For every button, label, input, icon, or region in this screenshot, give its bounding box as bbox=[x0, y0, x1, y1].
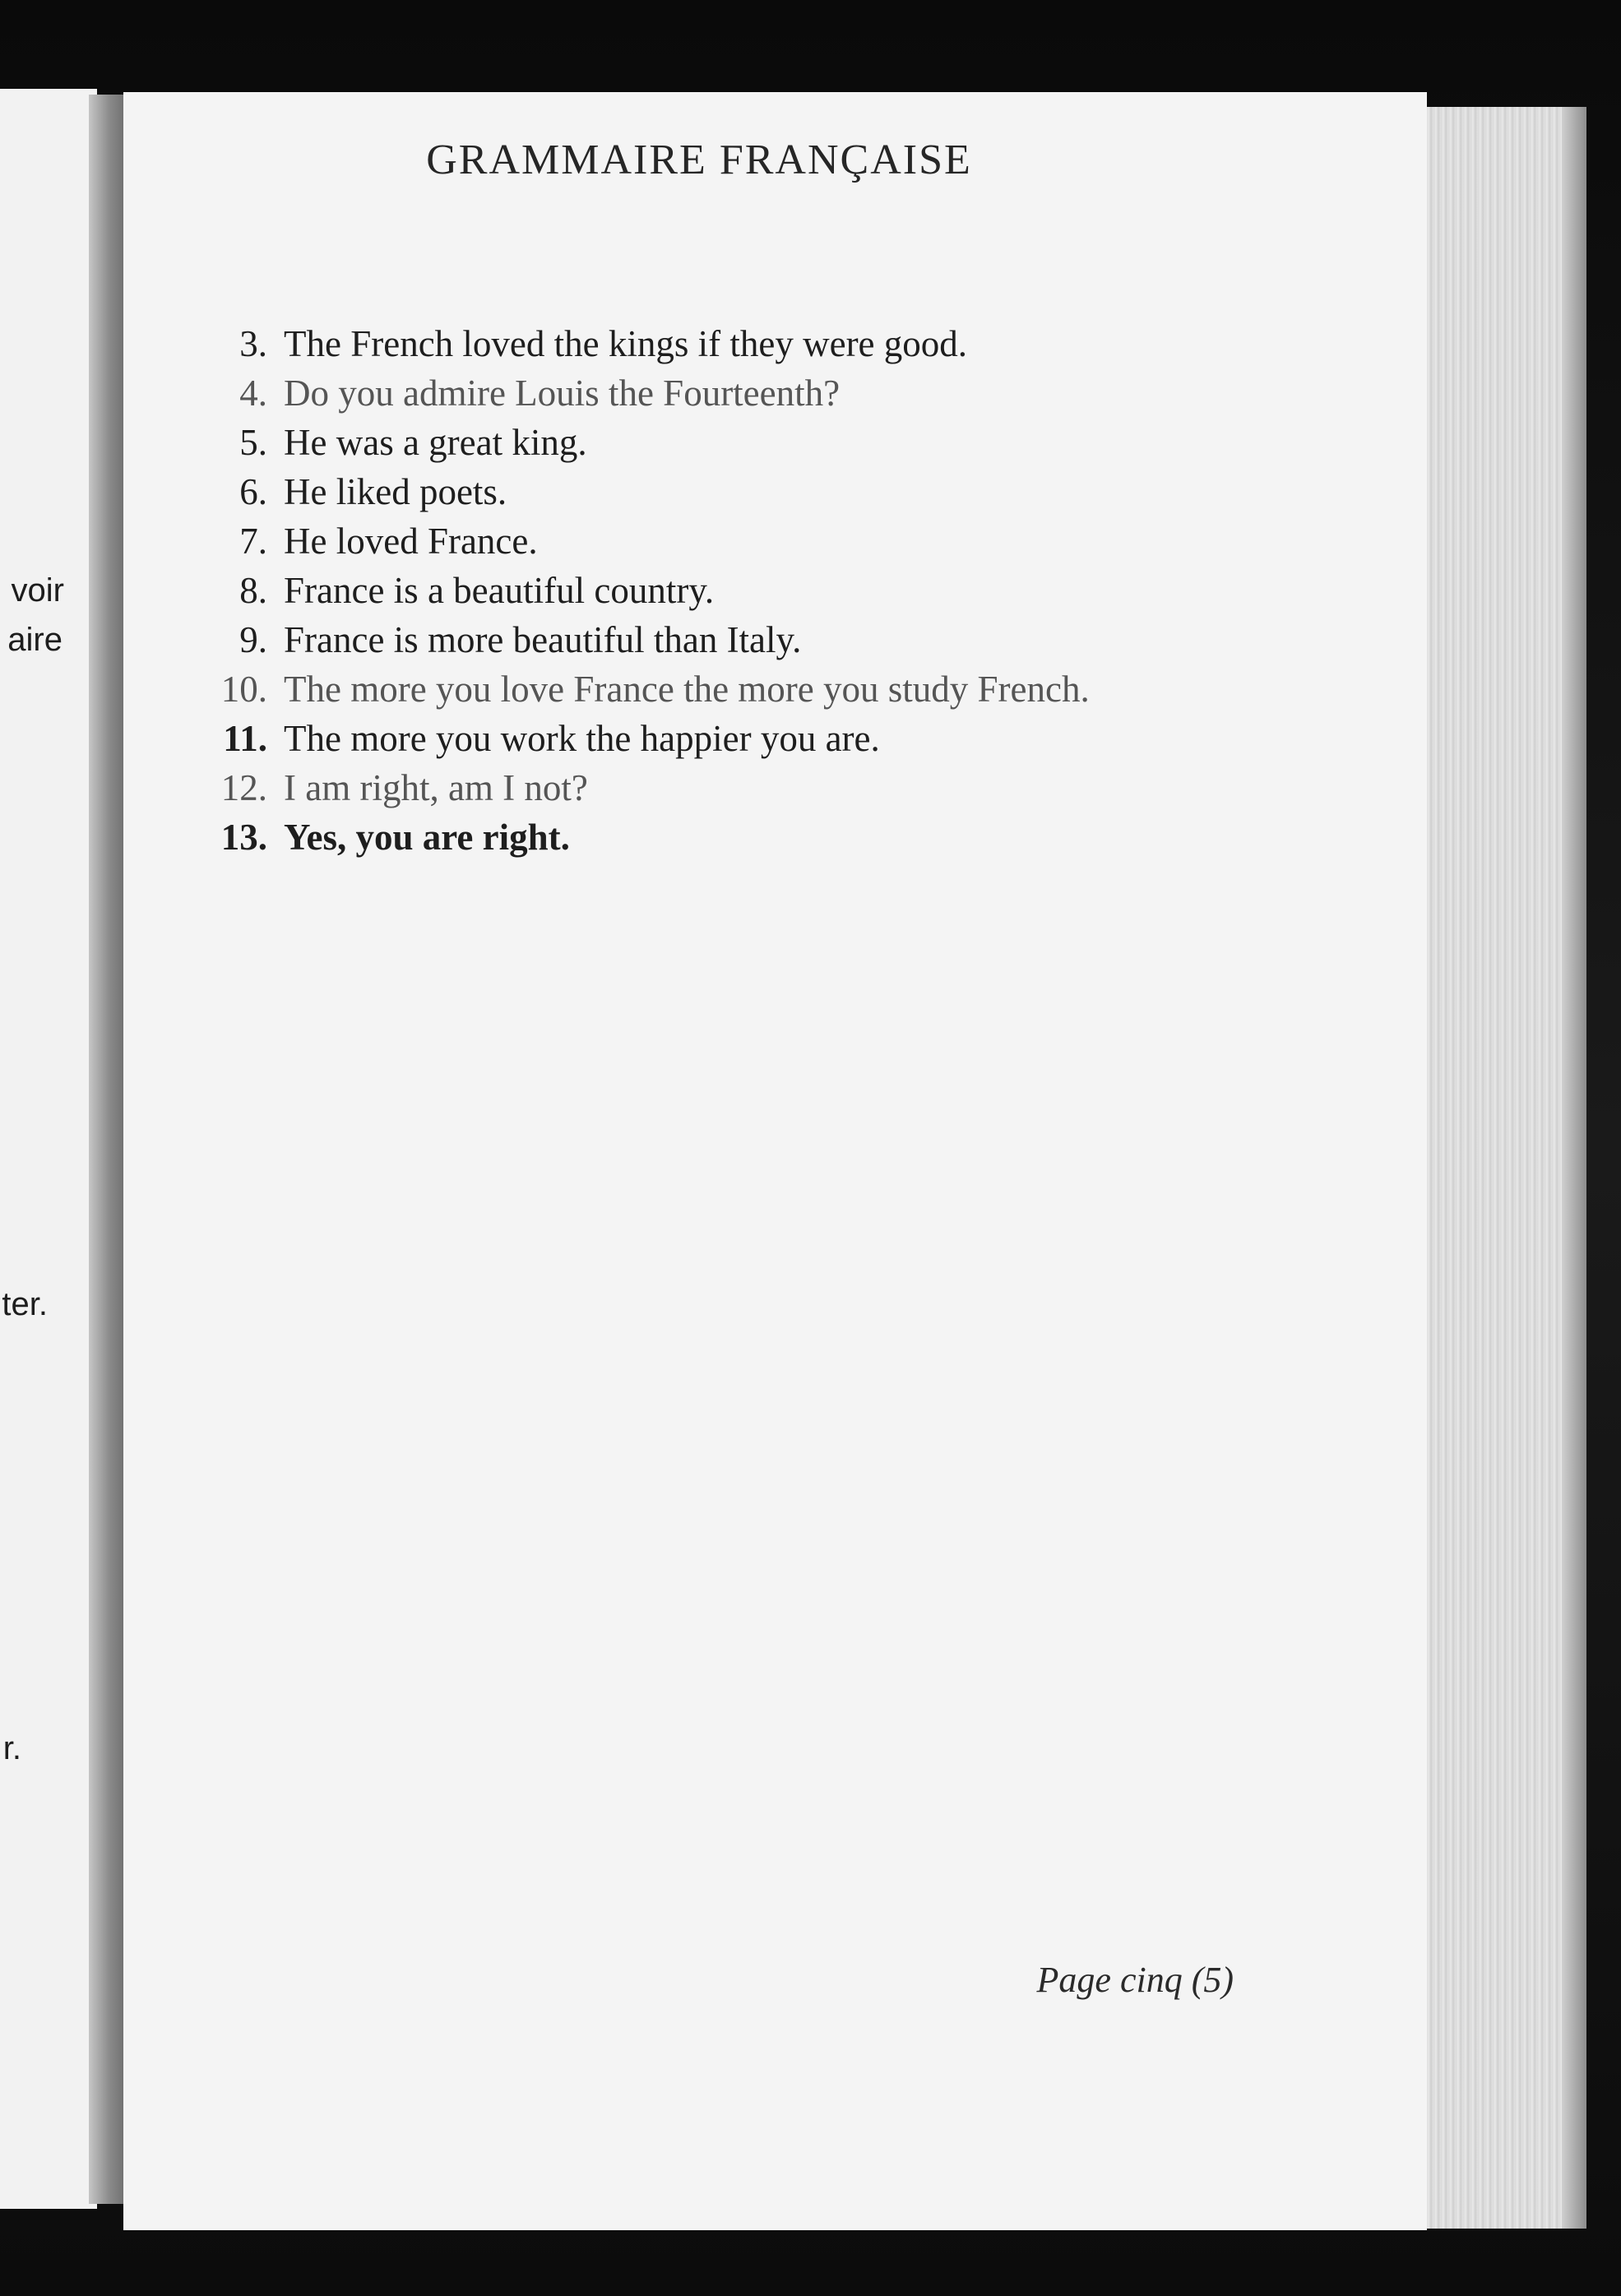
item-text: He was a great king. bbox=[284, 422, 587, 463]
left-fragment: aire bbox=[7, 622, 63, 658]
list-item bbox=[189, 717, 1090, 766]
item-text: He loved France. bbox=[284, 521, 538, 562]
left-page bbox=[0, 89, 97, 2209]
left-fragment: r. bbox=[2, 1730, 21, 1766]
list-item bbox=[189, 618, 1090, 668]
item-text: France is more beautiful than Italy. bbox=[284, 619, 802, 660]
item-number: 11. bbox=[223, 718, 267, 759]
item-number: 8. bbox=[239, 570, 267, 611]
item-number: 13. bbox=[220, 817, 267, 858]
left-fragment: voir bbox=[11, 572, 64, 609]
item-text: Do you admire Louis the Fourteenth? bbox=[284, 373, 841, 414]
list-item bbox=[189, 421, 1090, 470]
item-number: 10. bbox=[220, 669, 267, 710]
item-number: 12. bbox=[220, 767, 267, 808]
item-text: He liked poets. bbox=[284, 471, 507, 512]
list-item bbox=[189, 322, 1090, 372]
item-text: Yes, you are right. bbox=[284, 817, 570, 858]
page-edges bbox=[1423, 107, 1586, 2229]
list-item bbox=[189, 470, 1090, 520]
list-item bbox=[189, 569, 1090, 618]
exercise-list bbox=[189, 322, 1090, 865]
book-gutter bbox=[89, 95, 127, 2204]
list-item bbox=[189, 520, 1090, 569]
list-item bbox=[189, 816, 1090, 865]
item-number: 9. bbox=[239, 619, 267, 660]
list-item bbox=[189, 668, 1090, 717]
item-number: 6. bbox=[239, 471, 267, 512]
list-item bbox=[189, 372, 1090, 421]
item-number: 5. bbox=[239, 422, 267, 463]
item-number: 7. bbox=[239, 521, 267, 562]
page-footer: Page cinq (5) bbox=[1036, 1960, 1234, 2000]
left-fragment: ter. bbox=[2, 1286, 48, 1322]
item-text: France is a beautiful country. bbox=[284, 570, 715, 611]
list-item bbox=[189, 766, 1090, 816]
item-text: The more you love France the more you study French. bbox=[284, 669, 1090, 710]
page-header: GRAMMAIRE FRANÇAISE bbox=[426, 137, 972, 183]
item-text: The French loved the kings if they were good. bbox=[284, 323, 968, 364]
item-text: The more you work the happier you are. bbox=[284, 718, 880, 759]
item-text: I am right, am I not? bbox=[284, 767, 588, 808]
item-number: 4. bbox=[239, 373, 267, 414]
item-number: 3. bbox=[239, 323, 267, 364]
